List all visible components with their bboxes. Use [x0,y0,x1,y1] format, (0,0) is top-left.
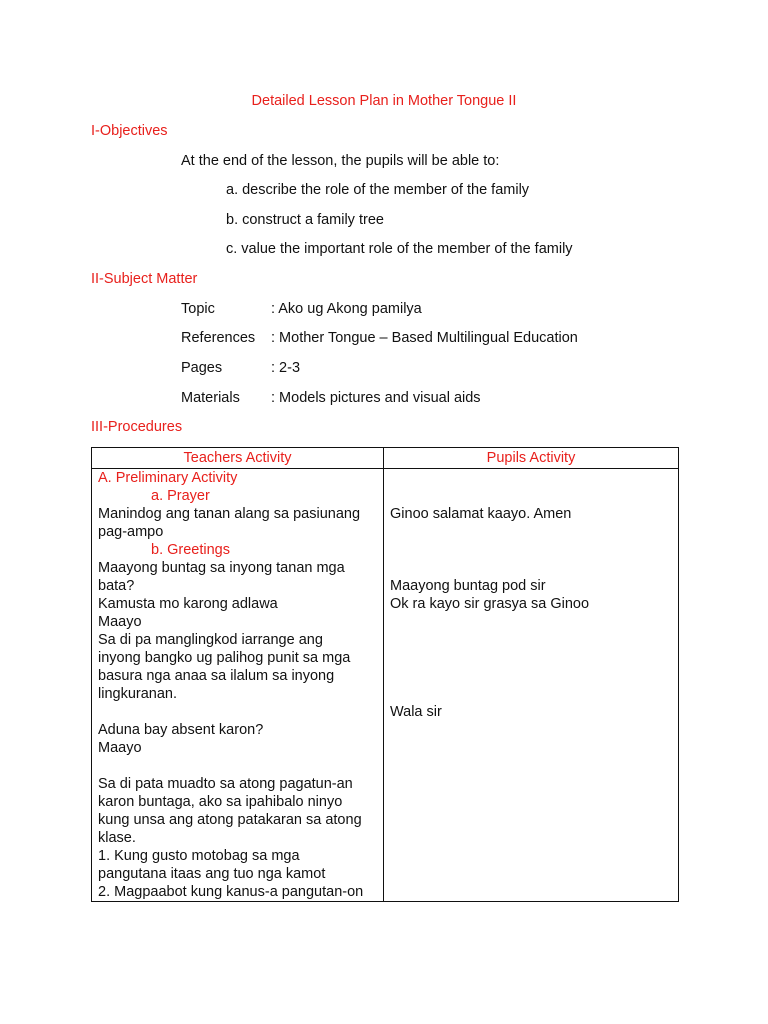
teacher-line: Sa di pata muadto sa atong pagatun-an [98,776,353,792]
teacher-line: kung unsa ang atong patakaran sa atong [98,812,362,828]
pupil-prayer-reply: Ginoo salamat kaayo. Amen [390,506,572,522]
teacher-line: lingkuranan. [98,686,177,702]
subject-value-references: : Mother Tongue – Based Multilingual Education [271,330,578,346]
teacher-line: pangutana itaas ang tuo nga kamot [98,866,326,882]
teacher-line: Maayong buntag sa inyong tanan mga [98,560,345,576]
teacher-line: pag-ampo [98,524,164,540]
pupils-activity-cell [384,469,679,902]
subject-label-pages: Pages [181,360,223,376]
teacher-line: Sa di pa manglingkod iarrange ang [98,632,323,648]
pupil-greeting-reply: Maayong buntag pod sir [390,578,546,594]
teacher-line: Kamusta mo karong adlawa [98,596,278,612]
document-title: Detailed Lesson Plan in Mother Tongue II [251,93,517,109]
subject-label-topic: Topic [181,301,215,317]
teacher-line: Maayo [98,740,142,756]
teacher-line: 2. Magpaabot kung kanus-a pangutan-on [98,884,364,900]
prayer-label: a. Prayer [151,488,210,504]
procedures-heading: III-Procedures [91,419,183,435]
teacher-line: 1. Kung gusto motobag sa mga [98,848,300,864]
column-header-teachers: Teachers Activity [92,448,384,469]
objectives-heading: I-Objectives [91,123,168,139]
teacher-line: klase. [98,830,136,846]
teacher-line: Maayo [98,614,142,630]
teacher-line: bata? [98,578,135,594]
procedures-table [91,447,679,902]
objective-item-a: a. describe the role of the member of the family [226,182,530,198]
teacher-line: inyong bangko ug palihog punit sa mga [98,650,351,666]
column-header-pupils: Pupils Activity [384,448,679,469]
subject-label-materials: Materials [181,390,240,406]
subject-label-references: References [181,330,256,346]
teacher-line: karon buntaga, ako sa ipahibalo ninyo [98,794,343,810]
subject-matter-heading: II-Subject Matter [91,271,198,287]
objective-item-c: c. value the important role of the member of the family [226,241,573,257]
teachers-activity-cell [92,469,384,902]
table-row [92,469,679,902]
greetings-label: b. Greetings [151,542,230,558]
subject-value-topic: : Ako ug Akong pamilya [271,301,422,317]
objectives-intro: At the end of the lesson, the pupils will be able to: [181,153,500,169]
table-header-row [92,448,679,469]
subject-value-pages: : 2-3 [271,360,301,376]
pupil-greeting-reply: Ok ra kayo sir grasya sa Ginoo [390,596,590,612]
teacher-line: basura nga anaa sa ilalum sa inyong [98,668,335,684]
preliminary-activity-label: A. Preliminary Activity [98,470,238,486]
teacher-line: Aduna bay absent karon? [98,722,264,738]
pupil-absent-reply: Wala sir [390,704,442,720]
objective-item-b: b. construct a family tree [226,212,384,228]
subject-value-materials: : Models pictures and visual aids [271,390,481,406]
teacher-line: Manindog ang tanan alang sa pasiunang [98,506,361,522]
